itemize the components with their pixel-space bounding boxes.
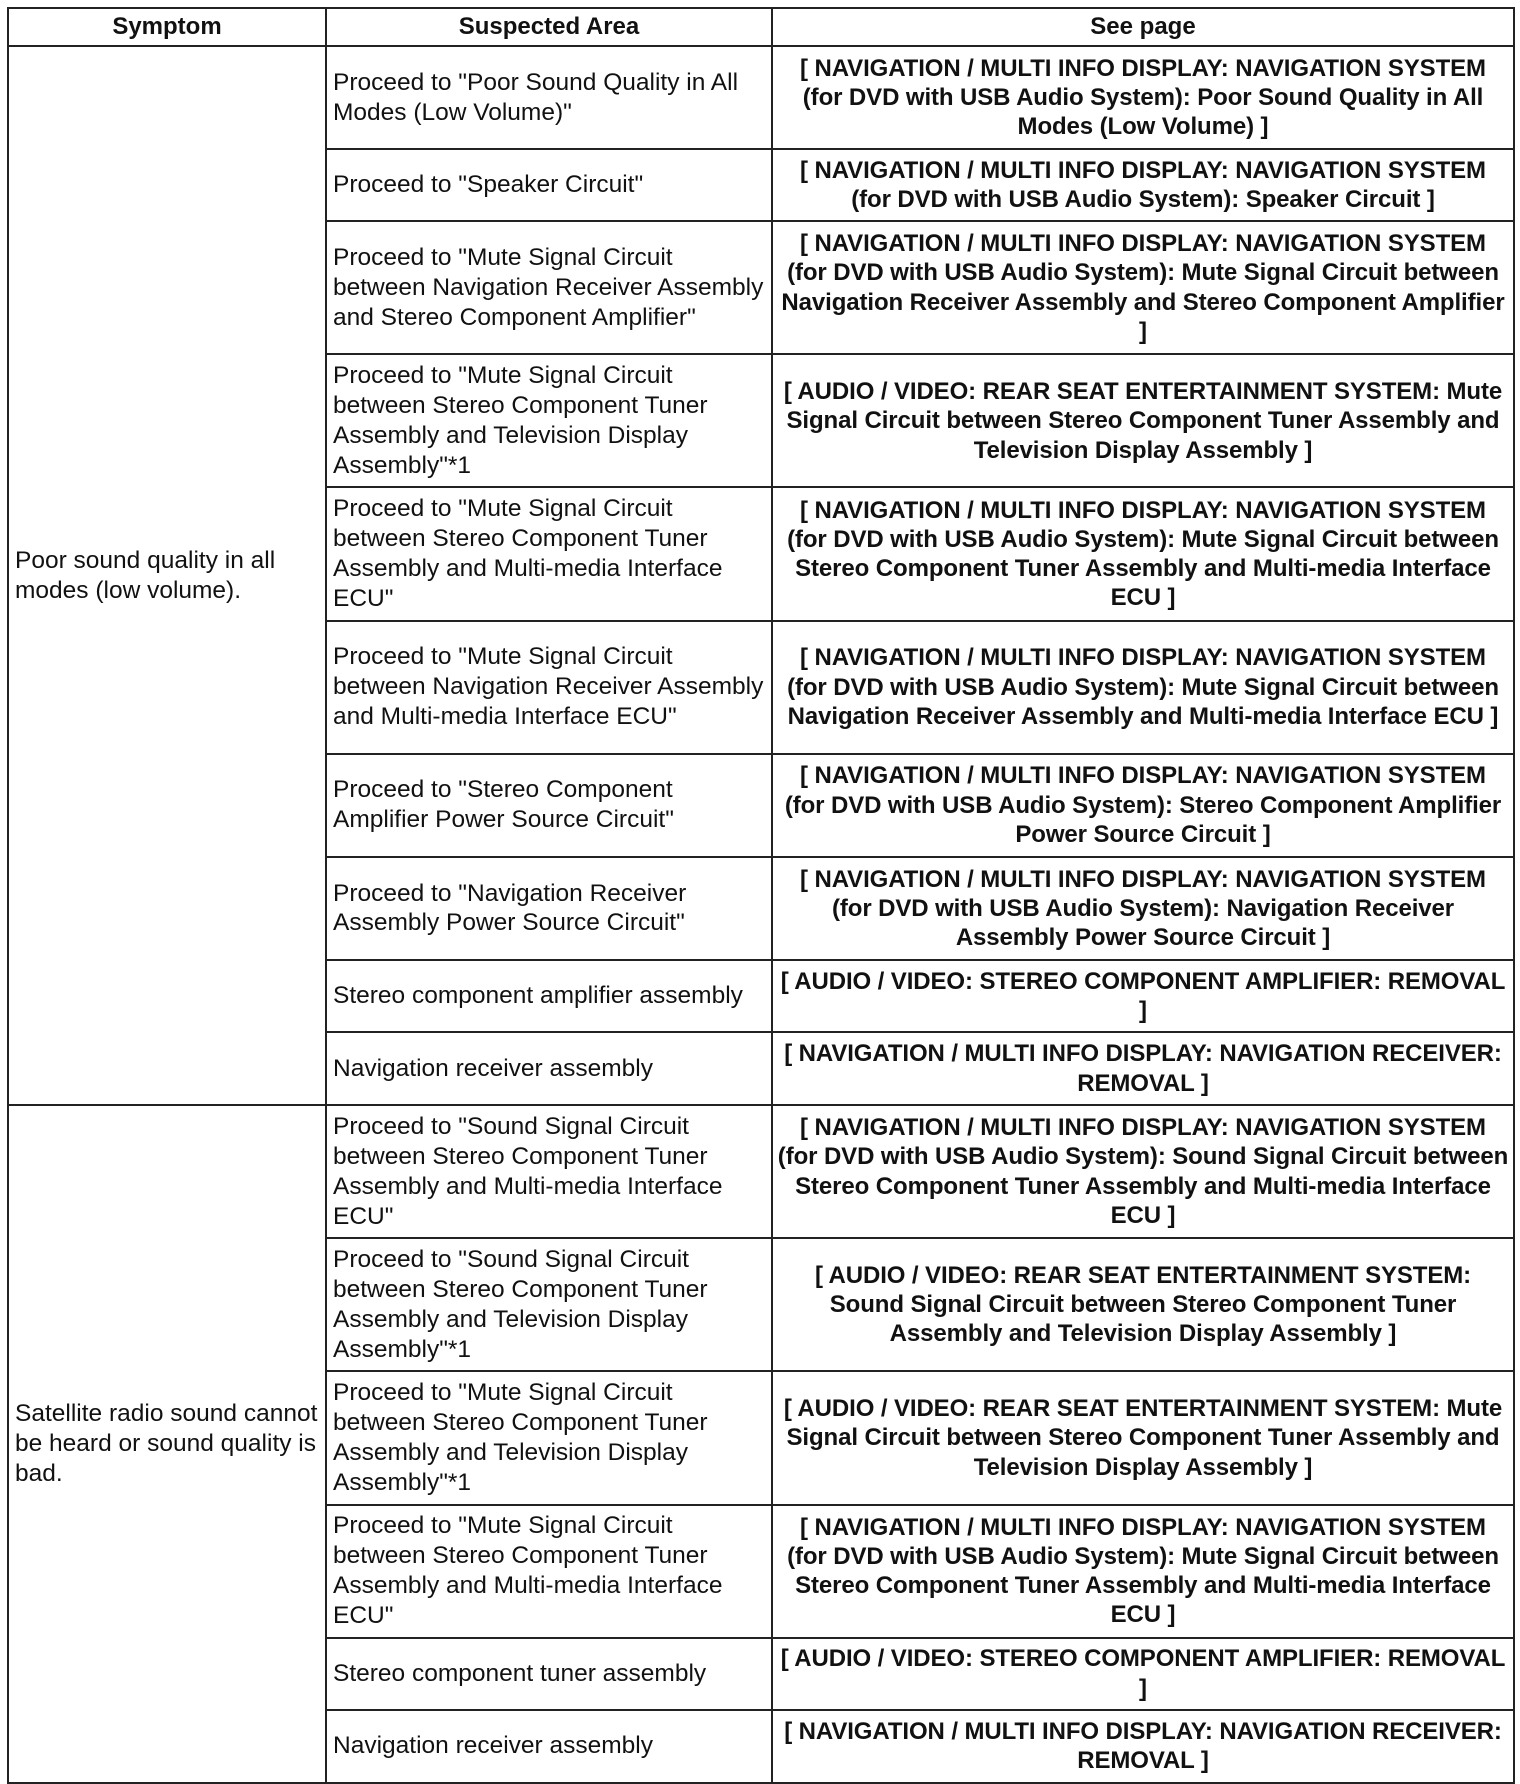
see-page-link[interactable]: [ NAVIGATION / MULTI INFO DISPLAY: NAVIGATION RECEIVER: REMOVAL ] <box>772 1710 1514 1783</box>
see-page-link[interactable]: [ AUDIO / VIDEO: STEREO COMPONENT AMPLIFIER: REMOVAL ] <box>772 960 1514 1032</box>
see-page-link[interactable]: [ AUDIO / VIDEO: STEREO COMPONENT AMPLIFIER: REMOVAL ] <box>772 1638 1514 1710</box>
suspected-area-cell: Proceed to "Poor Sound Quality in All Modes (Low Volume)" <box>326 46 772 149</box>
troubleshooting-table <box>7 7 1515 1784</box>
see-page-link[interactable]: [ AUDIO / VIDEO: REAR SEAT ENTERTAINMENT SYSTEM: Mute Signal Circuit between Stereo Component Tuner Assembly and Television Display Assembly ] <box>772 354 1514 487</box>
suspected-area-cell: Proceed to "Mute Signal Circuit between Navigation Receiver Assembly and Multi-media Interface ECU" <box>326 621 772 754</box>
see-page-link[interactable]: [ NAVIGATION / MULTI INFO DISPLAY: NAVIGATION RECEIVER: REMOVAL ] <box>772 1032 1514 1105</box>
suspected-area-cell: Proceed to "Speaker Circuit" <box>326 149 772 221</box>
suspected-area-cell: Proceed to "Mute Signal Circuit between Stereo Component Tuner Assembly and Television Display Assembly"*1 <box>326 354 772 487</box>
see-page-link[interactable]: [ AUDIO / VIDEO: REAR SEAT ENTERTAINMENT SYSTEM: Mute Signal Circuit between Stereo Component Tuner Assembly and Television Display Assembly ] <box>772 1371 1514 1504</box>
suspected-area-cell: Stereo component tuner assembly <box>326 1638 772 1710</box>
suspected-area-cell: Proceed to "Mute Signal Circuit between Stereo Component Tuner Assembly and Television Display Assembly"*1 <box>326 1371 772 1504</box>
suspected-area-cell: Proceed to "Sound Signal Circuit between Stereo Component Tuner Assembly and Television Display Assembly"*1 <box>326 1238 772 1371</box>
see-page-link[interactable]: [ NAVIGATION / MULTI INFO DISPLAY: NAVIGATION SYSTEM (for DVD with USB Audio System): Mute Signal Circuit between Navigation Receiver Assembly and Multi-media Interface ECU ] <box>772 621 1514 754</box>
suspected-area-cell: Navigation receiver assembly <box>326 1710 772 1783</box>
see-page-link[interactable]: [ NAVIGATION / MULTI INFO DISPLAY: NAVIGATION SYSTEM (for DVD with USB Audio System): Sound Signal Circuit between Stereo Component Tuner Assembly and Multi-media Interface ECU ] <box>772 1105 1514 1238</box>
table-row <box>8 46 1514 149</box>
see-page-link[interactable]: [ NAVIGATION / MULTI INFO DISPLAY: NAVIGATION SYSTEM (for DVD with USB Audio System): Mute Signal Circuit between Stereo Component Tuner Assembly and Multi-media Interface ECU ] <box>772 1505 1514 1638</box>
suspected-area-cell: Proceed to "Mute Signal Circuit between Stereo Component Tuner Assembly and Multi-media Interface ECU" <box>326 1505 772 1638</box>
header-row <box>8 8 1514 46</box>
suspected-area-cell: Proceed to "Stereo Component Amplifier Power Source Circuit" <box>326 754 772 857</box>
see-page-link[interactable]: [ NAVIGATION / MULTI INFO DISPLAY: NAVIGATION SYSTEM (for DVD with USB Audio System): Stereo Component Amplifier Power Source Circuit ] <box>772 754 1514 857</box>
header-see-page: See page <box>772 8 1514 46</box>
suspected-area-cell: Proceed to "Mute Signal Circuit between Stereo Component Tuner Assembly and Multi-media Interface ECU" <box>326 487 772 620</box>
suspected-area-cell: Navigation receiver assembly <box>326 1032 772 1105</box>
table-row <box>8 1105 1514 1238</box>
symptom-cell: Satellite radio sound cannot be heard or sound quality is bad. <box>8 1105 326 1783</box>
suspected-area-cell: Proceed to "Mute Signal Circuit between Navigation Receiver Assembly and Stereo Component Amplifier" <box>326 221 772 354</box>
suspected-area-cell: Stereo component amplifier assembly <box>326 960 772 1032</box>
see-page-link[interactable]: [ AUDIO / VIDEO: REAR SEAT ENTERTAINMENT SYSTEM: Sound Signal Circuit between Stereo Component Tuner Assembly and Television Display Assembly ] <box>772 1238 1514 1371</box>
see-page-link[interactable]: [ NAVIGATION / MULTI INFO DISPLAY: NAVIGATION SYSTEM (for DVD with USB Audio System): Mute Signal Circuit between Navigation Receiver Assembly and Stereo Component Amplifier ] <box>772 221 1514 354</box>
see-page-link[interactable]: [ NAVIGATION / MULTI INFO DISPLAY: NAVIGATION SYSTEM (for DVD with USB Audio System): Speaker Circuit ] <box>772 149 1514 221</box>
suspected-area-cell: Proceed to "Navigation Receiver Assembly Power Source Circuit" <box>326 857 772 960</box>
symptom-cell: Poor sound quality in all modes (low volume). <box>8 46 326 1105</box>
header-suspected-area: Suspected Area <box>326 8 772 46</box>
suspected-area-cell: Proceed to "Sound Signal Circuit between Stereo Component Tuner Assembly and Multi-media Interface ECU" <box>326 1105 772 1238</box>
see-page-link[interactable]: [ NAVIGATION / MULTI INFO DISPLAY: NAVIGATION SYSTEM (for DVD with USB Audio System): Poor Sound Quality in All Modes (Low Volume) ] <box>772 46 1514 149</box>
see-page-link[interactable]: [ NAVIGATION / MULTI INFO DISPLAY: NAVIGATION SYSTEM (for DVD with USB Audio System): Mute Signal Circuit between Stereo Component Tuner Assembly and Multi-media Interface ECU ] <box>772 487 1514 620</box>
see-page-link[interactable]: [ NAVIGATION / MULTI INFO DISPLAY: NAVIGATION SYSTEM (for DVD with USB Audio System): Navigation Receiver Assembly Power Source Circuit ] <box>772 857 1514 960</box>
header-symptom: Symptom <box>8 8 326 46</box>
